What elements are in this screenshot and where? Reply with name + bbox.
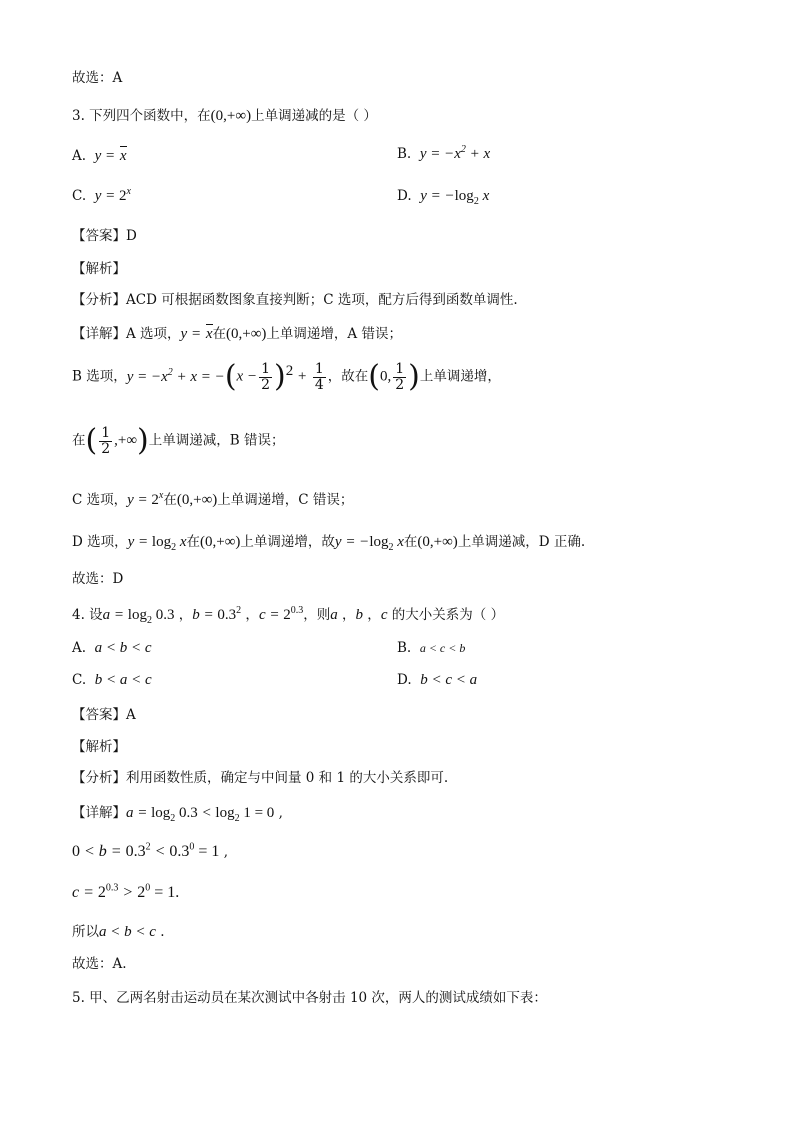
q3-option-b: B. $y = -x^2 + x$ xyxy=(397,144,491,162)
q3-answer: 【答案】D xyxy=(72,228,137,244)
q4-stem: 4. 设$a = \log_2 0.3$ ，$b = 0.3^2$ ，$c = 2^{0.3}$，则a ，b ，c 的大小关系为（ ） xyxy=(72,605,505,626)
q4-option-c: C. b < a < c xyxy=(72,672,152,688)
q4-answer: 【答案】A xyxy=(72,707,136,723)
q3-xiangjie-b2: 在( $\frac{1}{2}$ ,+∞)上单调递减，B 错误； xyxy=(72,423,285,459)
q4-so: 所以a < b < c . xyxy=(72,924,165,940)
q4-option-b: B. a < c < b xyxy=(397,640,466,656)
q4-xiangjie-2: $0 < b = 0.3^2 < 0.3^0 = 1$ , xyxy=(72,841,229,860)
q3-option-c: C. $y = 2^x$ xyxy=(72,186,131,204)
q4-choice: 故选：A. xyxy=(72,956,127,972)
q4-jiexi: 【解析】 xyxy=(72,739,126,755)
q4-xiangjie-3: $c = 2^{0.3} > 2^0 = 1$. xyxy=(72,882,180,901)
q5-stem: 5. 甲、乙两名射击运动员在某次测试中各射击 10 次，两人的测试成绩如下表： xyxy=(72,990,547,1006)
q3-jiexi: 【解析】 xyxy=(72,261,126,277)
q4-option-d: D. b < c < a xyxy=(397,672,478,688)
q3-option-a: A. y = x xyxy=(72,148,127,164)
q3-xiangjie-b: B 选项，$y = -x^2 + x = -(x$ − $\frac{1}{2}$ )$^2$ + $\frac{1}{4}$ ，故在(0, $\frac{1}{2}$ )上单调递增， xyxy=(72,359,501,395)
q3-xiangjie-c: C 选项，$y = 2^x$在(0,+∞)上单调递增，C 错误； xyxy=(72,490,354,508)
q4-fenxi: 【分析】利用函数性质，确定与中间量 0 和 1 的大小关系即可. xyxy=(72,770,449,786)
q3-stem: 3. 下列四个函数中，在(0,+∞)上单调递减的是（ ） xyxy=(72,108,377,124)
q3-fenxi: 【分析】ACD 可根据函数图象直接判断；C 选项，配方后得到函数单调性. xyxy=(72,292,518,308)
q4-xiangjie-1: 【详解】$a = \log_2 0.3 < \log_2 1 = 0$ , xyxy=(72,805,283,824)
q3-xiangjie-a: 【详解】A 选项，y = x在(0,+∞)上单调递增，A 错误； xyxy=(72,326,402,342)
q4-option-a: A. a < b < c xyxy=(72,640,152,656)
q3-option-d: D. $y = -\log_2$ x xyxy=(397,188,490,207)
q3-xiangjie-d: D 选项，$y = \log_2 x$在(0,+∞)上单调递增，故$y = -\log_2$ x在(0,+∞)上单调递减，D 正确. xyxy=(72,534,586,553)
prev-choice: 故选：A xyxy=(72,70,123,86)
q3-choice: 故选：D xyxy=(72,571,124,587)
